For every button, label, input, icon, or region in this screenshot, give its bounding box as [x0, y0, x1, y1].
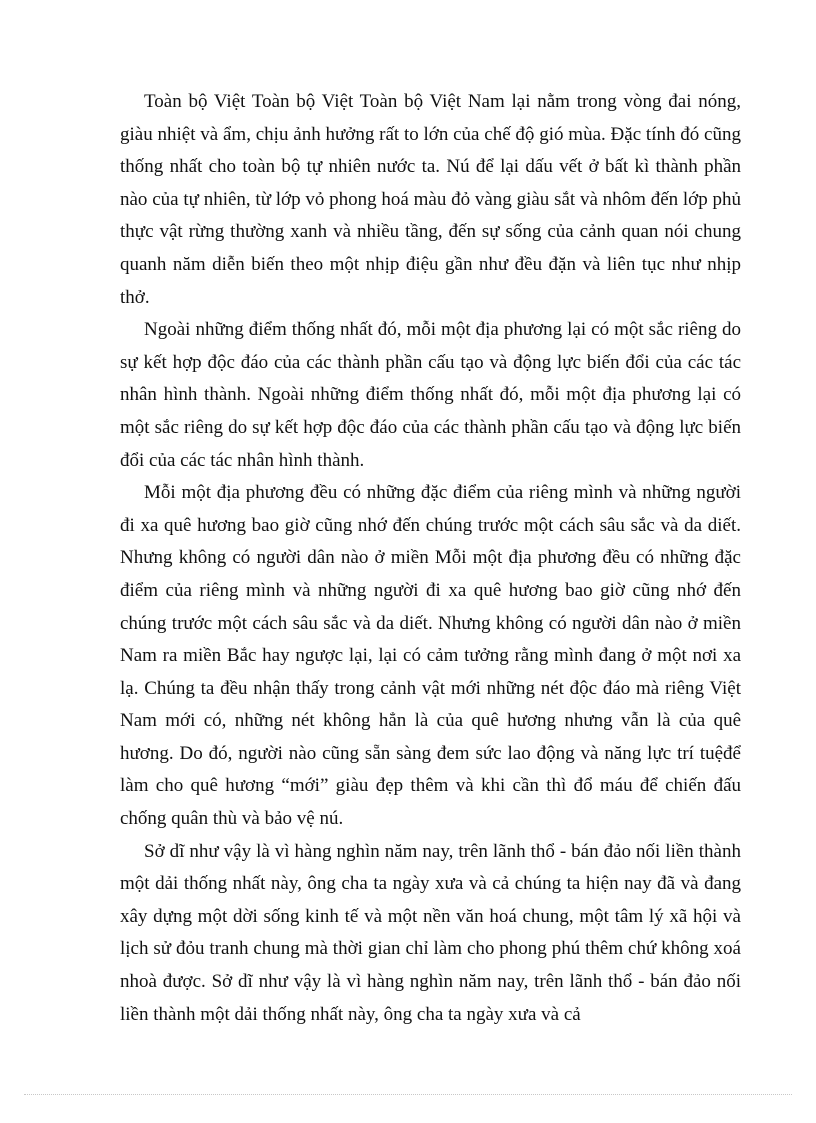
paragraph-3: Mỗi một địa phương đều có những đặc điểm của riêng mình và những người đi xa quê hương bao giờ cũng nhớ đến chúng trước một cách sâu sắc và da diết. Nhưng không có người dân nào ở miền Mỗi một địa phương đều có những đặc điểm của riêng mình và những người đi xa quê hương bao giờ cũng nhớ đến chúng trước một cách sâu sắc và da diết. Nhưng không có người dân nào ở miền Nam ra miền Bắc hay ngược lại, lại có cảm tưởng rằng mình đang ở một nơi xa lạ. Chúng ta đều nhận thấy trong cảnh vật mới những nét độc đáo mà riêng Việt Nam mới có, những nét không hẳn là của quê hương nhưng vẫn là của quê hương. Do đó, người nào cũng sẵn sàng đem sức lao động và năng lực trí tuệđể làm cho quê hương “mới” giàu đẹp thêm và khi cần thì đổ máu để chiến đấu chống quân thù và bảo vệ nú. [120, 482, 741, 830]
document-body [120, 86, 741, 1031]
paragraph-2: Ngoài những điểm thống nhất đó, mỗi một địa phương lại có một sắc riêng do sự kết hợp độc đáo của các thành phần cấu tạo và động lực biến đổi của các tác nhân hình thành. Ngoài những điểm thống nhất đó, mỗi một địa phương lại có một sắc riêng do sự kết hợp độc đáo của các thành phần cấu tạo và động lực biến đổi của các tác nhân hình thành. [120, 319, 741, 471]
paragraph-1: Toàn bộ Việt Toàn bộ Việt Toàn bộ Việt Nam lại nằm trong vòng đai nóng, giàu nhiệt và ẩm, chịu ảnh hưởng rất to lớn của chế độ gió mùa. Đặc tính đó cũng thống nhất cho toàn bộ tự nhiên nước ta. Nú để lại dấu vết ở bất kì thành phần nào của tự nhiên, từ lớp vỏ phong hoá màu đỏ vàng giàu sắt và nhôm đến lớp phủ thực vật rừng thường xanh và nhiều tầng, đến sự sống của cảnh quan nói chung quanh năm diễn biến theo một nhịp điệu gần như đều đặn và liên tục như nhịp thở. [120, 91, 741, 308]
paragraph-4: Sở dĩ như vậy là vì hàng nghìn năm nay, trên lãnh thổ - bán đảo nối liền thành một dải thống nhất này, ông cha ta ngày xưa và cả chúng ta hiện nay đã và đang xây dựng một dời sống kinh tế và một nền văn hoá chung, một tâm lý xã hội và lịch sử đỏu tranh chung mà thời gian chỉ làm cho phong phú thêm chứ không xoá nhoà được. Sở dĩ như vậy là vì hàng nghìn năm nay, trên lãnh thổ - bán đảo nối liền thành một dải thống nhất này, ông cha ta ngày xưa và cả [120, 840, 741, 1025]
page-bottom-divider [24, 1094, 792, 1095]
